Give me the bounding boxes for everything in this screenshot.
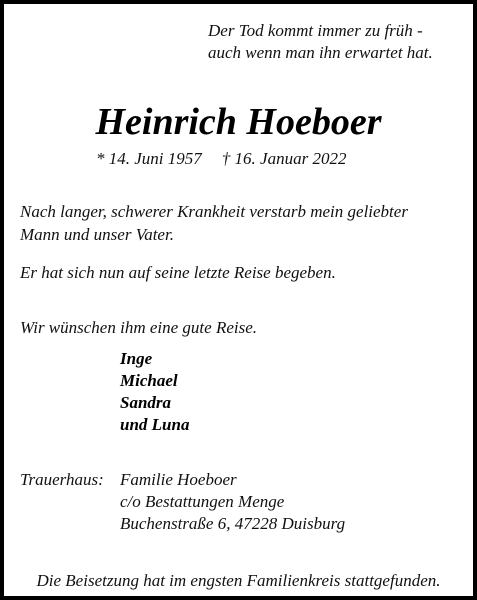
mourning-house-address — [120, 469, 345, 535]
address-line: Buchenstraße 6, 47228 Duisburg — [120, 514, 346, 533]
family-member: Michael — [120, 371, 178, 390]
paragraph-line: Nach langer, schwerer Krankheit verstarb mein geliebter — [20, 202, 408, 221]
mourning-house-label: Trauerhaus: — [20, 470, 104, 489]
life-dates — [96, 148, 346, 170]
family-member: Sandra — [120, 393, 172, 412]
paragraph-line: Mann und unser Vater. — [20, 225, 174, 244]
motto-line: auch wenn man ihn erwartet hat. — [208, 43, 433, 62]
address-line: c/o Bestattungen Menge — [120, 492, 285, 511]
death-date: † 16. Januar 2022 — [221, 149, 347, 168]
birth-date: * 14. Juni 1957 — [96, 149, 202, 168]
journey-paragraph: Er hat sich nun auf seine letzte Reise begeben. — [20, 263, 336, 282]
motto — [208, 20, 433, 64]
farewell-paragraph: Wir wünschen ihm eine gute Reise. — [20, 318, 258, 337]
family-member: Inge — [120, 349, 153, 368]
motto-line: Der Tod kommt immer zu früh - — [208, 21, 423, 40]
family-member: und Luna — [120, 415, 190, 434]
closing-note: Die Beisetzung hat im engsten Familienkreis stattgefunden. — [36, 571, 441, 590]
address-line: Familie Hoeboer — [120, 470, 237, 489]
deceased-name: Heinrich Hoeboer — [95, 101, 382, 143]
announcement-paragraph — [20, 200, 408, 246]
family-signatures — [120, 348, 189, 436]
